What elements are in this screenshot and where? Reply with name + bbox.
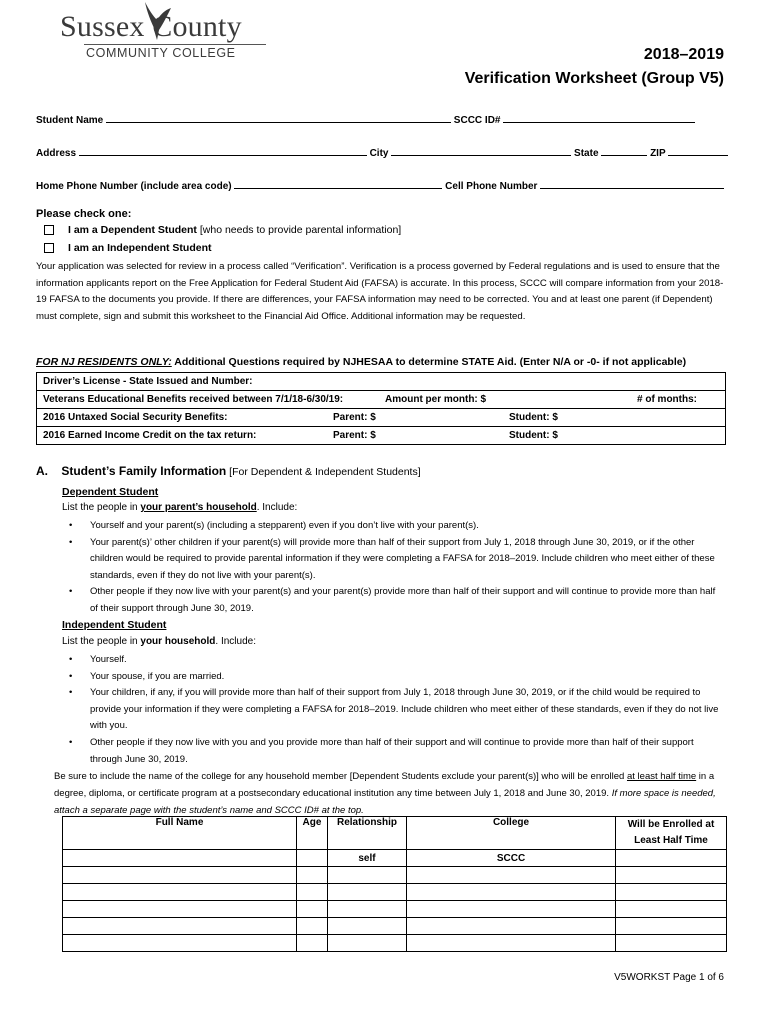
independent-intro: List the people in your household. Include: xyxy=(62,636,256,647)
independent-checkbox[interactable] xyxy=(44,243,54,253)
dependent-heading: Dependent Student xyxy=(62,486,159,498)
eic-label: 2016 Earned Income Credit on the tax return: xyxy=(37,427,380,445)
independent-list xyxy=(62,652,724,768)
page-footer: V5WORKST Page 1 of 6 xyxy=(614,972,724,983)
table-row xyxy=(37,409,726,427)
sccc-id-label: SCCC ID# xyxy=(453,115,501,126)
name-cell[interactable] xyxy=(63,901,297,918)
college-cell[interactable] xyxy=(407,884,616,901)
list-item: • Other people if they now live with your parent(s) and your parent(s) provide more than half of their support and will continue to provide more than half of their support through June 30, 2019. xyxy=(62,584,724,617)
age-cell[interactable] xyxy=(297,935,328,952)
dependent-note: [who needs to provide parental information] xyxy=(196,224,402,236)
social-security-label: 2016 Untaxed Social Security Benefits: xyxy=(37,409,380,427)
zip-field[interactable] xyxy=(668,145,728,156)
header-enrolled: Will be Enrolled at Least Half Time xyxy=(616,817,727,850)
table-row xyxy=(63,884,727,901)
college-cell[interactable]: SCCC xyxy=(407,850,616,867)
page-title: Verification Worksheet (Group V5) xyxy=(464,70,724,87)
enrolled-cell[interactable] xyxy=(616,901,727,918)
section-a-letter: A. xyxy=(36,464,48,478)
social-security-parent[interactable]: Parent: $ xyxy=(379,409,581,427)
header-relationship: Relationship xyxy=(328,817,407,850)
address-field[interactable] xyxy=(79,145,367,156)
eic-parent[interactable]: Parent: $ xyxy=(379,427,581,445)
relationship-cell[interactable]: self xyxy=(328,850,407,867)
section-a-note: [For Dependent & Independent Students] xyxy=(226,466,421,478)
drivers-license-cell[interactable]: Driver’s License - State Issued and Number: xyxy=(37,373,726,391)
student-name-row xyxy=(36,112,695,126)
name-cell[interactable] xyxy=(63,918,297,935)
table-row xyxy=(37,427,726,445)
college-cell[interactable] xyxy=(407,867,616,884)
name-cell[interactable] xyxy=(63,850,297,867)
nj-heading xyxy=(36,356,686,368)
section-a-title: Student’s Family Information xyxy=(61,464,227,478)
enrolled-cell[interactable] xyxy=(616,867,727,884)
list-item: • Yourself and your parent(s) (including a stepparent) even if you don’t live with your parent(s). xyxy=(62,518,724,535)
header-full-name: Full Name xyxy=(63,817,297,850)
independent-heading: Independent Student xyxy=(62,619,167,631)
table-row xyxy=(37,391,726,409)
nj-heading-text: Additional Questions required by NJHESAA to determine STATE Aid. (Enter N/A or -0- if not applicable) xyxy=(171,356,687,368)
veterans-label: Veterans Educational Benefits received between 7/1/18-6/30/19: xyxy=(37,391,380,409)
name-cell[interactable] xyxy=(63,867,297,884)
enrolled-cell[interactable] xyxy=(616,935,727,952)
student-name-label: Student Name xyxy=(36,115,104,126)
list-item: • Your children, if any, if you will provide more than half of their support from July 1, 2018 through June 30, 2019, or if the child would be required to provide your information if they were completing a FAFSA for 2018–2019. Include children who meet either of these standards, even if they do not live with you. xyxy=(62,685,724,735)
enrolled-cell[interactable] xyxy=(616,918,727,935)
name-cell[interactable] xyxy=(63,884,297,901)
state-label: State xyxy=(574,148,599,159)
college-cell[interactable] xyxy=(407,935,616,952)
relationship-cell[interactable] xyxy=(328,935,407,952)
dependent-label: I am a Dependent Student xyxy=(68,224,197,236)
veterans-months[interactable]: # of months: xyxy=(581,391,726,409)
city-label: City xyxy=(369,148,389,159)
relationship-cell[interactable] xyxy=(328,901,407,918)
household-table xyxy=(62,816,727,952)
relationship-cell[interactable] xyxy=(328,918,407,935)
page-year: 2018–2019 xyxy=(643,46,724,63)
name-cell[interactable] xyxy=(63,935,297,952)
college-cell[interactable] xyxy=(407,901,616,918)
table-row xyxy=(37,373,726,391)
dependent-intro: List the people in your parent’s household. Include: xyxy=(62,502,298,513)
section-a-heading xyxy=(36,464,421,478)
age-cell[interactable] xyxy=(297,884,328,901)
city-field[interactable] xyxy=(391,145,571,156)
header-college: College xyxy=(407,817,616,850)
cell-phone-label: Cell Phone Number xyxy=(445,181,538,192)
student-name-field[interactable] xyxy=(106,112,451,123)
enrolled-cell[interactable] xyxy=(616,850,727,867)
age-cell[interactable] xyxy=(297,918,328,935)
header-age: Age xyxy=(297,817,328,850)
home-phone-label: Home Phone Number (include area code) xyxy=(36,181,232,192)
enrolled-cell[interactable] xyxy=(616,884,727,901)
age-cell[interactable] xyxy=(297,850,328,867)
intro-paragraph: Your application was selected for review in a process called “Verification”. Verification is a process governed by Federal regulations and is used to ensure that the information applicants report on the Free Application for Federal Student Aid (FAFSA) is accurate. In this process, SCCC will compare information from your 2018-19 FAFSA to the documents you provide. If there are differences, your FAFSA information may need to be corrected. You and at least one parent (if Dependent) must complete, sign and submit this worksheet to the Financial Aid Office. Additional information may be requested. xyxy=(36,261,724,322)
dependent-list xyxy=(62,518,724,617)
age-cell[interactable] xyxy=(297,867,328,884)
logo-subtitle: COMMUNITY COLLEGE xyxy=(86,46,236,60)
independent-option xyxy=(44,242,212,254)
cell-phone-field[interactable] xyxy=(540,178,724,189)
table-row xyxy=(63,867,727,884)
relationship-cell[interactable] xyxy=(328,884,407,901)
independent-label: I am an Independent Student xyxy=(68,242,212,254)
table-header-row xyxy=(63,817,727,850)
home-phone-field[interactable] xyxy=(234,178,442,189)
list-item: • Other people if they now live with you and you provide more than half of their support and will continue to provide more than half of their support through June 30, 2019. xyxy=(62,735,724,768)
dependent-checkbox[interactable] xyxy=(44,225,54,235)
address-row xyxy=(36,145,728,159)
social-security-student[interactable]: Student: $ xyxy=(581,409,726,427)
table-row xyxy=(63,935,727,952)
check-one-heading: Please check one: xyxy=(36,208,132,220)
eic-student[interactable]: Student: $ xyxy=(581,427,726,445)
zip-label: ZIP xyxy=(650,148,666,159)
nj-table xyxy=(36,372,726,445)
list-item: • Yourself. xyxy=(62,652,724,669)
relationship-cell[interactable] xyxy=(328,867,407,884)
table-row xyxy=(63,850,727,867)
logo-name: Sussex County xyxy=(60,10,242,43)
list-item: • Your parent(s)’ other children if your parent(s) will provide more than half of their support from July 1, 2018 through June 30, 2019, or if the other children would be required to provide parental information if they were completing a FAFSA for 2018–2019. Include children who meet either of these standards, even if they do not live with your parent(s). xyxy=(62,535,724,585)
table-row xyxy=(63,901,727,918)
age-cell[interactable] xyxy=(297,901,328,918)
phone-row xyxy=(36,178,724,192)
list-item: • Your spouse, if you are married. xyxy=(62,669,724,686)
sccc-id-field[interactable] xyxy=(503,112,695,123)
veterans-amount[interactable]: Amount per month: $ xyxy=(379,391,581,409)
table-row xyxy=(63,918,727,935)
college-cell[interactable] xyxy=(407,918,616,935)
address-label: Address xyxy=(36,148,77,159)
dependent-option xyxy=(44,224,401,236)
state-field[interactable] xyxy=(601,145,647,156)
logo-divider xyxy=(84,44,266,45)
college-note: Be sure to include the name of the college for any household member [Dependent Students exclude your parent(s)] who will be enrolled at least half time in a degree, diploma, or certificate program at a postsecondary educational institution any time between July 1, 2018 and June 30, 2019. If more space is needed, attach a separate page with the student’s name and SCCC ID# at the top. xyxy=(54,771,716,816)
nj-heading-label: FOR NJ RESIDENTS ONLY: xyxy=(36,356,172,368)
